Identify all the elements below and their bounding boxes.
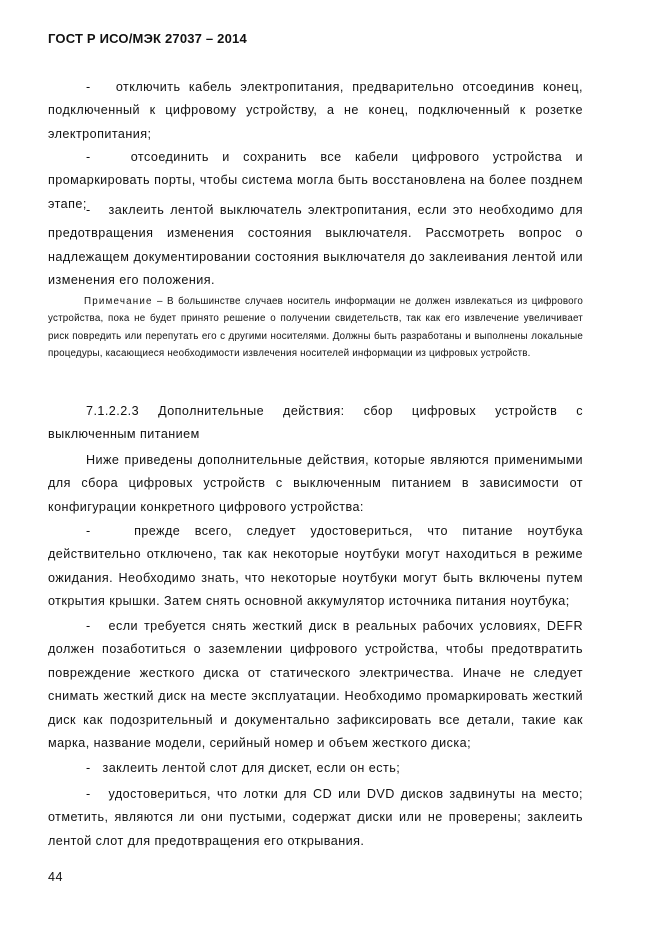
list-item <box>48 615 583 755</box>
note-label: Примечание <box>84 296 153 307</box>
note-text: – В большинстве случаев носитель информации не должен извлекаться из цифрового устройства, пока не будет принято решение о получении свидетельств, так как его извлечение увеличивает риск повредить или перепутать его с другими носителями. Должны быть разработаны и выполнены локальные процедуры, касающиеся необходимости извлечения носителей информации из цифровых устройств. <box>48 296 583 359</box>
list-item <box>48 199 583 293</box>
list-item-text: - если требуется снять жесткий диск в реальных рабочих условиях, DEFR должен позаботиться о заземлении цифрового устройства, чтобы предотвратить повреждение жесткого диска от статического электричества. Иначе не следует снимать жесткий диск на месте эксплуатации. Необходимо промаркировать жесткий диск как подозрительный и документально зафиксировать все детали, такие как марка, название модели, серийный номер и объем жесткого диска; <box>48 619 583 751</box>
list-item-text: - прежде всего, следует удостовериться, что питание ноутбука действительно отключено, так как некоторые ноутбуки могут находиться в режиме ожидания. Необходимо знать, что некоторые ноутбуки могут быть включены путем открытия крышки. Затем снять основной аккумулятор источника питания ноутбука; <box>48 524 583 609</box>
section-heading-text: 7.1.2.2.3 Дополнительные действия: сбор цифровых устройств с выключенным питанием <box>48 404 583 442</box>
document-header: ГОСТ Р ИСО/МЭК 27037 – 2014 <box>48 31 247 46</box>
list-item-text: - отключить кабель электропитания, предварительно отсоединив конец, подключенный к цифровому устройству, а не конец, подключенный к розетке электропитания; <box>48 80 583 141</box>
list-item-text: - отсоединить и сохранить все кабели цифрового устройства и промаркировать порты, чтобы система могла быть восстановлена на более позднем этапе; <box>48 150 583 211</box>
note-block <box>48 293 583 362</box>
section-heading <box>48 400 583 447</box>
list-item <box>48 783 583 853</box>
list-item-text: - заклеить лентой выключатель электропитания, если это необходимо для предотвращения изменения состояния выключателя. Рассмотреть вопрос о надлежащем документировании состояния выключателя до заклеивания лентой или изменения его положения. <box>48 203 583 288</box>
paragraph-text: Ниже приведены дополнительные действия, которые являются применимыми для сбора цифровых устройств с выключенным питанием в зависимости от конфигурации конкретного цифрового устройства: <box>48 453 583 514</box>
list-item-text: - заклеить лентой слот для дискет, если он есть; <box>86 761 401 775</box>
list-item <box>48 520 583 614</box>
list-item <box>48 76 583 146</box>
page-number: 44 <box>48 870 64 884</box>
list-item <box>48 757 583 780</box>
paragraph <box>48 449 583 519</box>
list-item-text: - удостовериться, что лотки для CD или DVD дисков задвинуты на место; отметить, являются ли они пустыми, содержат диски или не проверены; заклеить лентой слот для предотвращения его открывания. <box>48 787 583 848</box>
